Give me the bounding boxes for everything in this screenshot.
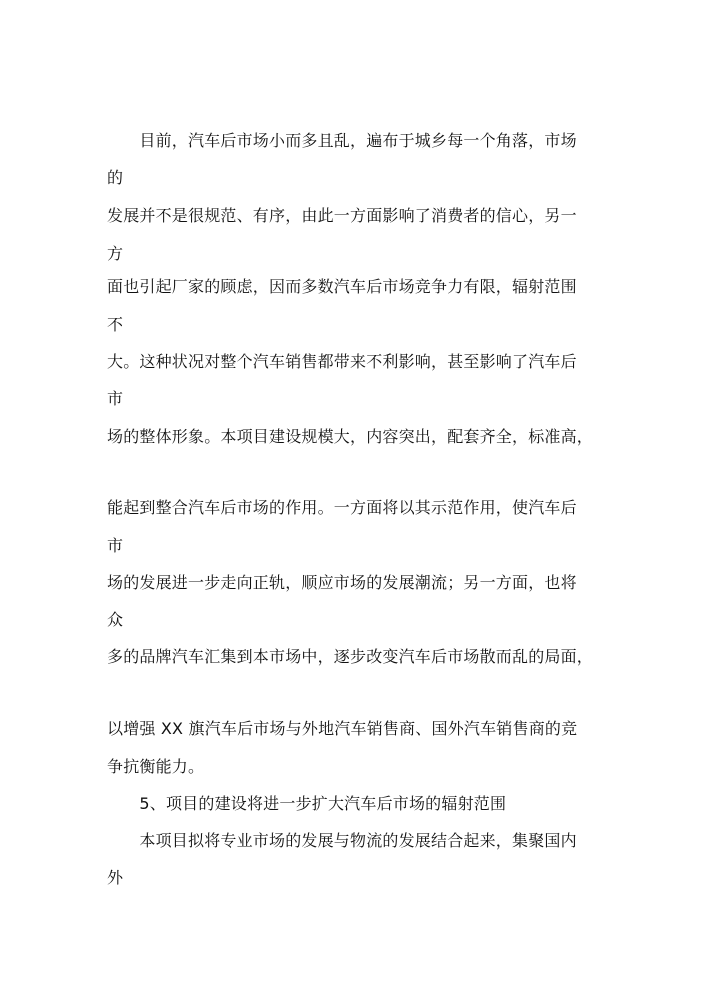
text-line: 市 (107, 536, 124, 555)
text-line: 多的品牌汽车汇集到本市场中，逐步改变汽车后市场散而乱的局面， (107, 647, 594, 666)
text-line: 外 (107, 868, 124, 887)
text-line: 目前，汽车后市场小而多且乱，遍布于城乡每一个角落，市场 (107, 131, 577, 150)
text-line: 的 (107, 168, 124, 187)
text-line: 众 (107, 610, 124, 629)
text-line: 争抗衡能力。 (107, 757, 205, 776)
text-line: 本项目拟将专业市场的发展与物流的发展结合起来，集聚国内 (107, 831, 577, 850)
text-line: 发展并不是很规范、有序，由此一方面影响了消费者的信心，另一 (107, 206, 577, 225)
text-line: 5、项目的建设将进一步扩大汽车后市场的辐射范围 (107, 794, 507, 813)
text-line: 市 (107, 389, 124, 408)
text-line: 不 (107, 315, 124, 334)
text-line: 能起到整合汽车后市场的作用。一方面将以其示范作用，使汽车后 (107, 498, 577, 517)
text-line: 场的发展进一步走向正轨，顺应市场的发展潮流；另一方面，也将 (107, 573, 577, 592)
text-line: 大。这种状况对整个汽车销售都带来不利影响，甚至影响了汽车后 (107, 352, 577, 371)
text-line: 面也引起厂家的顾虑，因而多数汽车后市场竞争力有限，辐射范围 (107, 277, 577, 296)
text-line: 方 (107, 244, 124, 263)
text-line: 以增强 XX 旗汽车后市场与外地汽车销售商、国外汽车销售商的竞 (107, 719, 578, 738)
text-line: 场的整体形象。本项目建设规模大，内容突出，配套齐全，标准高， (107, 427, 594, 446)
